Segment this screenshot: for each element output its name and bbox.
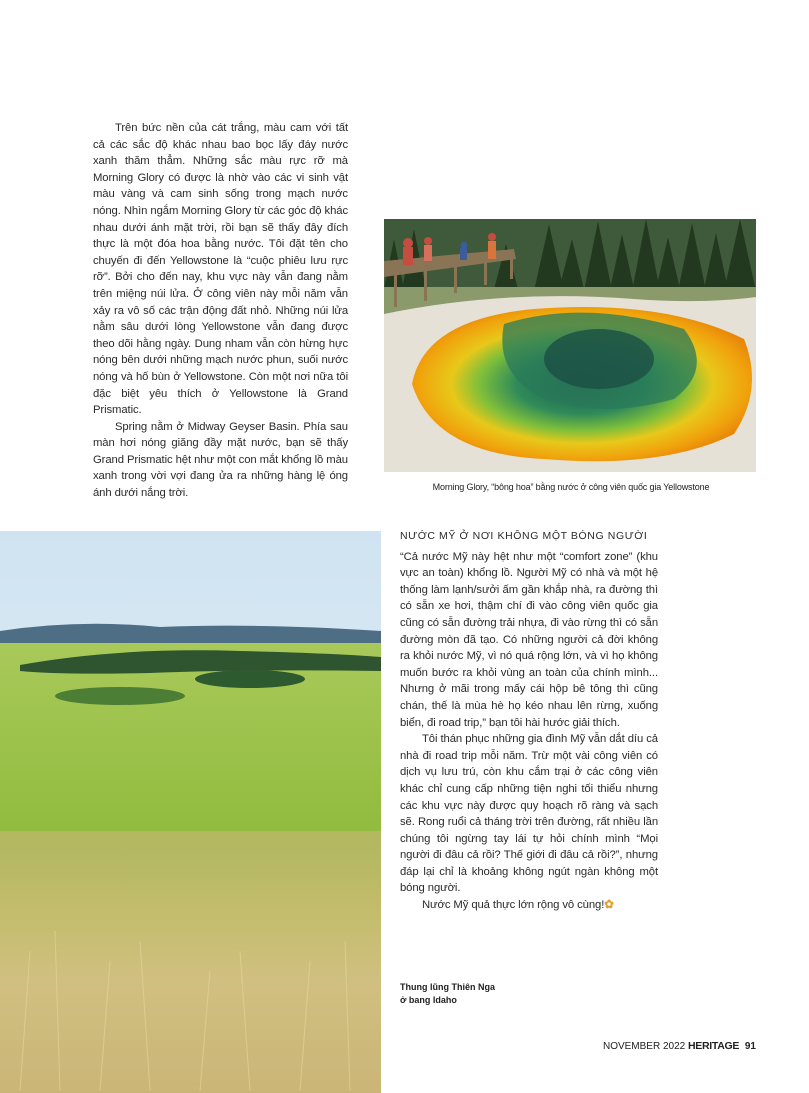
issue-date: NOVEMBER 2022 <box>602 1041 686 1052</box>
article-column-2 <box>400 528 658 914</box>
magazine-brand: HERITAGE <box>688 1040 740 1052</box>
body-paragraph <box>400 897 658 914</box>
body-paragraph: Trên bức nền của cát trắng, màu cam với tất cả các sắc độ khác nhau bao bọc lấy đáy nước xanh thăm thẳm. Những sắc màu rực rỡ mà Morning Glory có được là nhờ vào các vi sinh vật màu vàng và cam sinh sống trong mạch nước nóng. Nhìn ngắm Morning Glory từ các góc độ khác nhau dưới ánh mặt trời, rồi bạn sẽ thấy đây đích thực là một đóa hoa bằng nước. Tôi đặt tên cho chuyến đi đến Yellowstone là “cuộc phiêu lưu rực rỡ”. Bởi cho đến nay, khu vực này vẫn đang nằm trên miệng núi lửa. Ở công viên này mỗi năm vẫn xảy ra vô số các trận động đất nhỏ. Những núi lửa nằm sâu dưới lòng Yellowstone vẫn đang được theo dõi hằng ngày. Dung nham vẫn còn hừng hực nóng bên dưới những mạch nước phun, suối nước nóng và hố bùn ở Yellowstone. Còn một nơi nữa tôi đặc biệt yêu thích ở Yellowstone là Grand Prismatic. <box>93 122 348 417</box>
body-paragraph: “Cả nước Mỹ này hệt như một “comfort zone” (khu vực an toàn) khổng lồ. Người Mỹ có nhà và một hệ thống làm lạnh/sưởi ấm gần khắp nhà, ra đường thì có sẵn xe hơi, thậm chí đi vào công viên quốc gia cũng có sẵn đường trải nhựa, đi vào rừng thì có sẵn đường mòn đã tạo. Có những người cả đời không ra khỏi nước Mỹ, vì nó quá rộng lớn, và vì họ không muốn bước ra khỏi vùng an toàn của chính mình... Nhưng ở mãi trong mấy cái hộp bê tông thì cũng chán, thế là mùa hè họ kéo nhau lên rừng, xuống biển, đi road trip,” bạn tôi hài hước giải thích. <box>400 550 658 729</box>
morning-glory-photo <box>384 219 756 472</box>
section-heading: NƯỚC MỸ Ở NƠI KHÔNG MỘT BÓNG NGƯỜI <box>400 530 648 542</box>
caption-line: ở bang Idaho <box>400 995 457 1005</box>
photo-caption-morning-glory: Morning Glory, “bông hoa” bằng nước ở công viên quốc gia Yellowstone <box>432 482 710 492</box>
caption-line: Thung lũng Thiên Nga <box>400 982 495 992</box>
swan-valley-photo <box>0 531 381 1093</box>
end-mark-icon: ✿ <box>604 899 614 912</box>
photo-caption-swan-valley <box>400 981 580 1007</box>
body-paragraph: Spring nằm ở Midway Geyser Basin. Phía sau màn hơi nóng giăng đầy mặt nước, bạn sẽ thấy Grand Prismatic hệt như một con mắt khổng lồ màu xanh trong vời vợi đang ửa ra những hàng lệ óng ánh dưới nắng trời. <box>93 420 348 500</box>
closing-sentence: Nước Mỹ quả thực lớn rộng vô cùng! <box>422 899 605 912</box>
article-column-1 <box>93 120 348 502</box>
page-number: 91 <box>744 1041 756 1052</box>
body-paragraph: Tôi thán phục những gia đình Mỹ vẫn dắt díu cả nhà đi road trip mỗi năm. Trừ một vài công viên có dịch vụ lưu trú, còn khu cắm trại ở các công viên khác chỉ cung cấp những tiện nghi tối thiểu nhưng các khu vực này được quy hoạch rõ ràng và sạch sẽ. Rong ruổi cả tháng trời trên đường, rất nhiều lần chúng tôi ngừng tay lái tự hỏi chính mình “Mọi người đi đâu cả rồi? Thế giới đi đâu cả rồi?”, nhưng đáp lại chỉ là khoảng không ngút ngàn không một bóng người. <box>400 733 658 895</box>
page-folio <box>560 1040 756 1052</box>
